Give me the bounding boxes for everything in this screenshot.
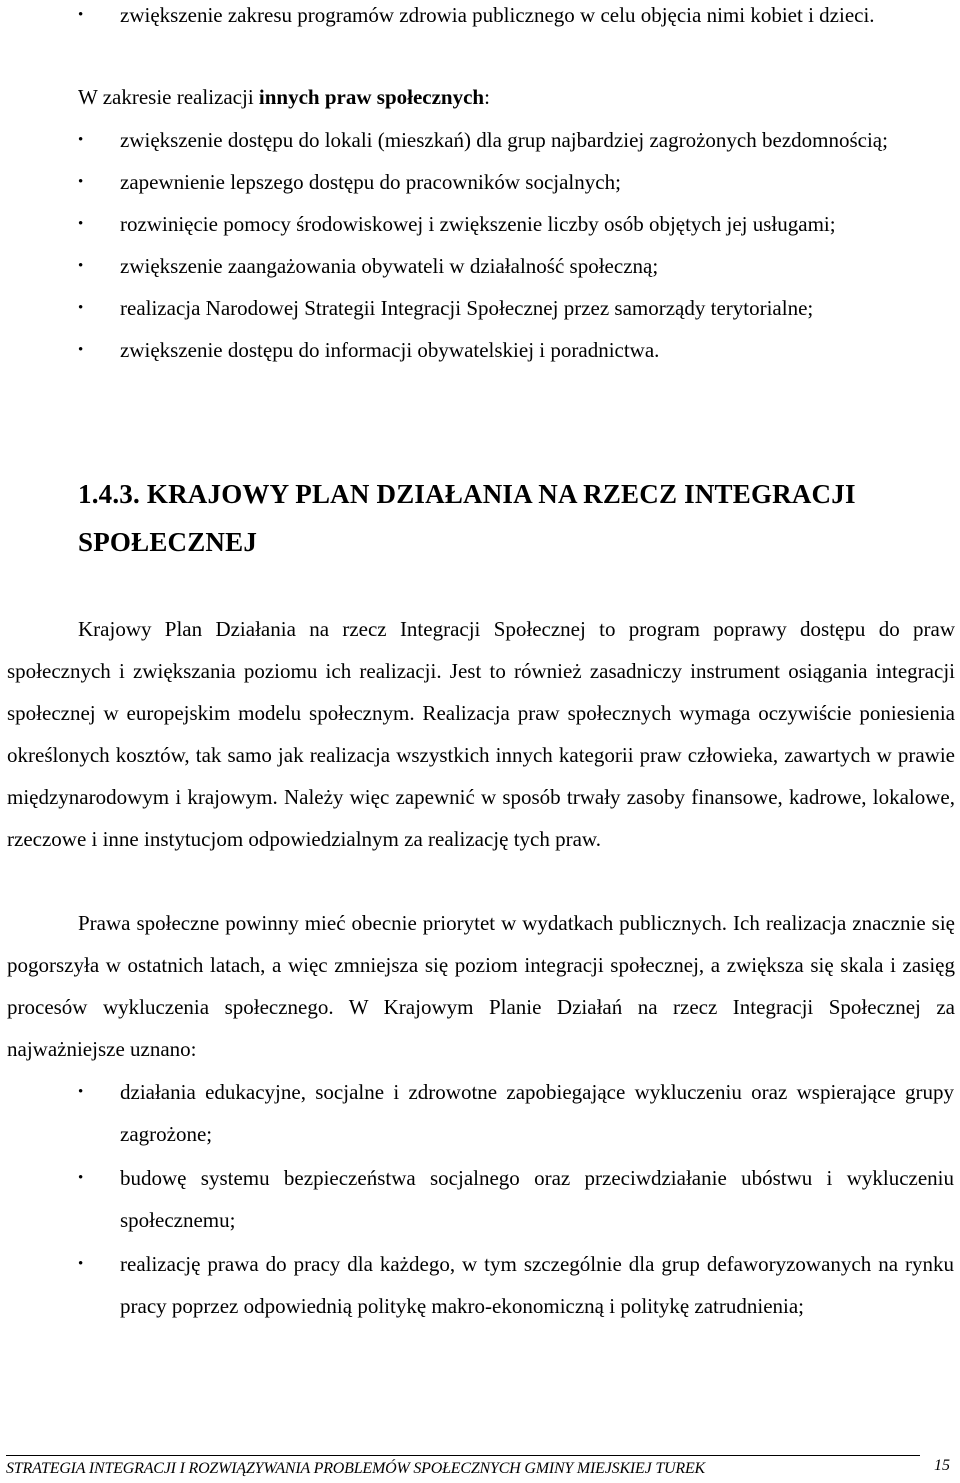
footer-title: STRATEGIA INTEGRACJI I ROZWIĄZYWANIA PROBLEMÓW SPOŁECZNYCH GMINY MIEJSKIEJ TUREK <box>6 1460 706 1477</box>
page-number: 15 <box>934 1457 950 1474</box>
bullet-icon: • <box>78 1256 84 1272</box>
bullet-icon: • <box>78 1084 84 1100</box>
bullet-icon: • <box>78 132 84 148</box>
priorities-list <box>0 1071 960 1329</box>
section-number: 1.4.3. <box>78 479 140 509</box>
list-item-text: realizację prawa do pracy dla każdego, w tym szczególnie dla grup defaworyzowanych na rynku pracy poprzez odpowiednią politykę makro-ekonomiczną i politykę zatrudnienia; <box>120 1252 954 1318</box>
health-programs-list <box>0 0 960 36</box>
list-item <box>0 203 960 245</box>
bullet-icon: • <box>78 1170 84 1186</box>
list-item <box>0 0 960 36</box>
list-item <box>0 119 960 161</box>
bullet-icon: • <box>78 7 84 23</box>
bullet-icon: • <box>78 216 84 232</box>
list-item-text: zwiększenie zaangażowania obywateli w działalność społeczną; <box>120 254 659 278</box>
section-title: KRAJOWY PLAN DZIAŁANIA NA RZECZ INTEGRACJI SPOŁECZNEJ <box>78 479 856 557</box>
list-item <box>0 245 960 287</box>
bullet-icon: • <box>78 174 84 190</box>
rights-intro: W zakresie realizacji innych praw społecznych: <box>78 85 490 109</box>
list-item-text: budowę systemu bezpieczeństwa socjalnego oraz przeciwdziałanie ubóstwu i wykluczeniu społecznemu; <box>120 1166 954 1232</box>
list-item <box>0 329 960 371</box>
bullet-icon: • <box>78 342 84 358</box>
bullet-icon: • <box>78 258 84 274</box>
list-item <box>0 161 960 203</box>
list-item-text: rozwinięcie pomocy środowiskowej i zwiększenie liczby osób objętych jej usługami; <box>120 212 836 236</box>
list-item-text: zwiększenie zakresu programów zdrowia publicznego w celu objęcia nimi kobiet i dzieci. <box>120 3 875 27</box>
section-heading <box>78 470 938 566</box>
list-item <box>0 1243 960 1327</box>
footer-divider <box>6 1455 920 1456</box>
list-item-text: zwiększenie dostępu do lokali (mieszkań) dla grup najbardziej zagrożonych bezdomnością; <box>120 128 888 152</box>
paragraph: Prawa społeczne powinny mieć obecnie priorytet w wydatkach publicznych. Ich realizacja znacznie się pogorszyła w ostatnich latach, a więc zmniejsza się poziom integracji społecznej, a zwiększa się skala i zasięg procesów wykluczenia społecznego. W Krajowym Planie Działań na rzecz Integracji Społecznej za najważniejsze uznano: <box>7 911 955 1061</box>
social-rights-list <box>0 119 960 371</box>
list-item-text: realizacja Narodowej Strategii Integracji Społecznej przez samorządy terytorialne; <box>120 296 814 320</box>
bullet-icon: • <box>78 300 84 316</box>
list-item-text: zapewnienie lepszego dostępu do pracowników socjalnych; <box>120 170 621 194</box>
list-item-text: działania edukacyjne, socjalne i zdrowotne zapobiegające wykluczeniu oraz wspierające grupy zagrożone; <box>120 1080 954 1146</box>
list-item-text: zwiększenie dostępu do informacji obywatelskiej i poradnictwa. <box>120 338 660 362</box>
list-item <box>0 287 960 329</box>
list-item <box>0 1071 960 1155</box>
rights-intro-bold: innych praw społecznych <box>258 85 485 109</box>
list-item <box>0 1157 960 1241</box>
paragraph: Krajowy Plan Działania na rzecz Integracji Społecznej to program poprawy dostępu do praw społecznych i zwiększania poziomu ich realizacji. Jest to również zasadniczy instrument osiągania integracji społecznej w europejskim modelu społecznym. Realizacja praw społecznych wymaga oczywiście poniesienia określonych kosztów, tak samo jak realizacja wszystkich innych kategorii praw człowieka, zawartych w prawie międzynarodowym i krajowym. Należy więc zapewnić w sposób trwały zasoby finansowe, kadrowe, lokalowe, rzeczowe i inne instytucjom odpowiedzialnym za realizację tych praw. <box>7 617 955 851</box>
